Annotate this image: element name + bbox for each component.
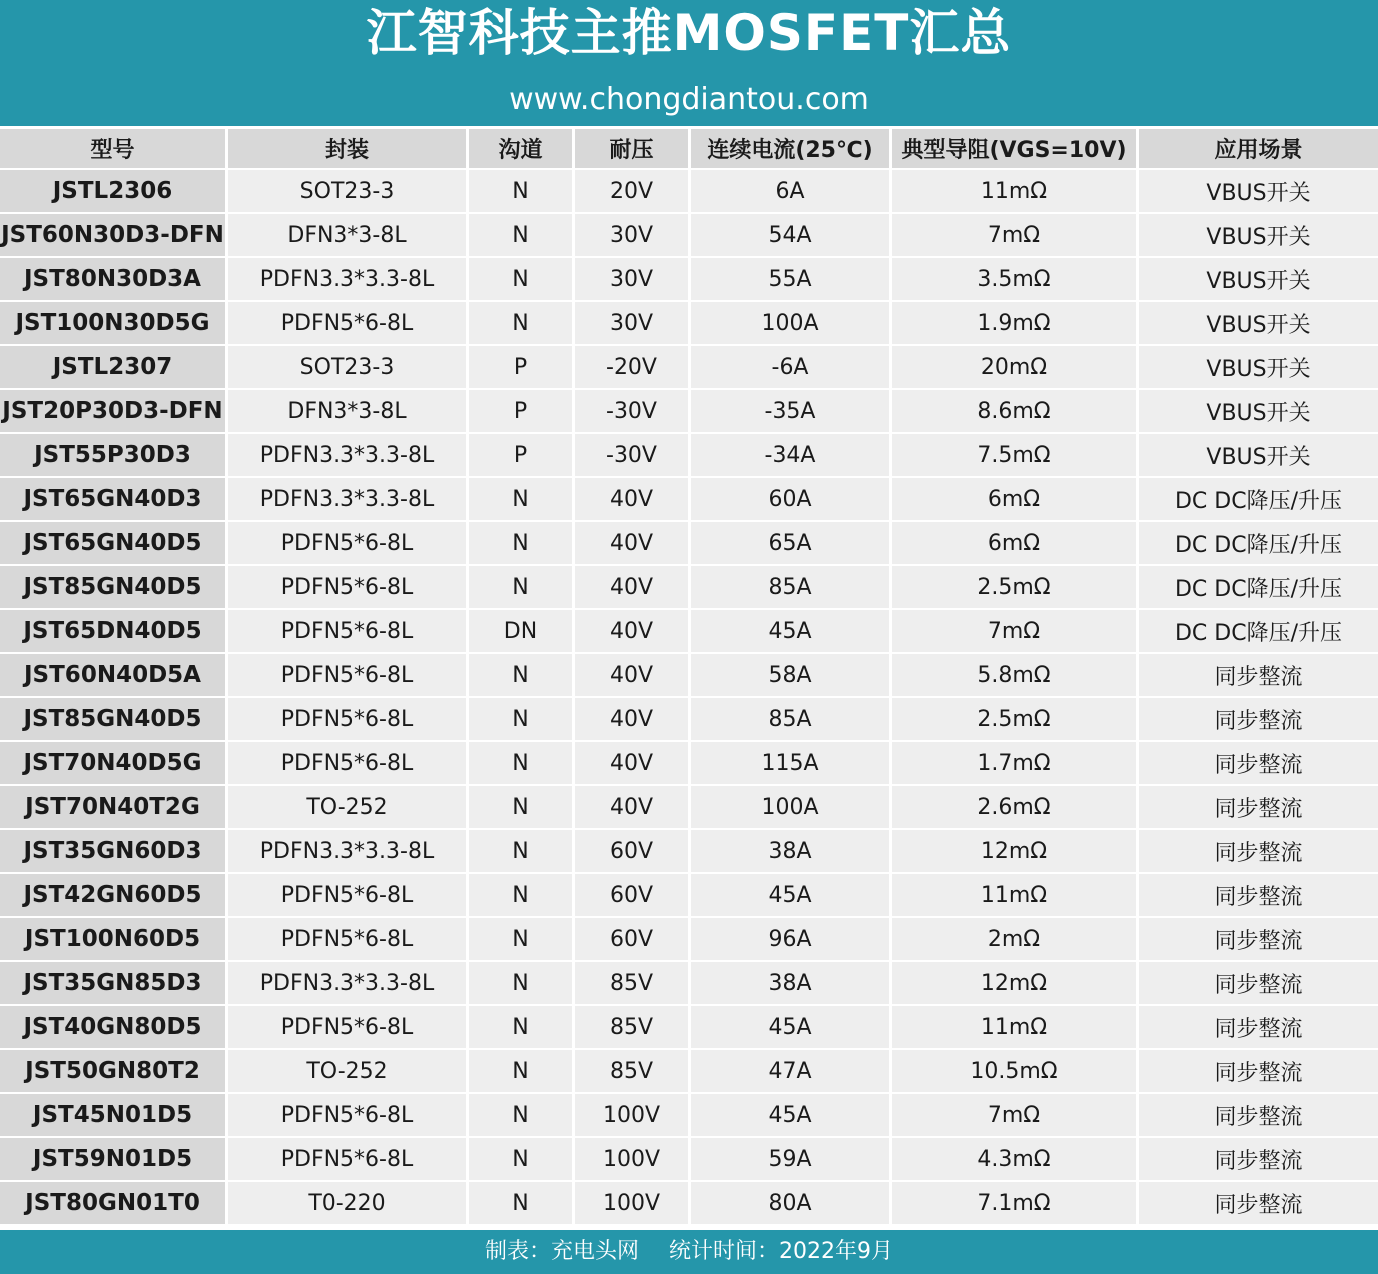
- voltage-cell: 85V: [575, 962, 691, 1006]
- current-cell: 45A: [691, 610, 892, 654]
- current-cell: -34A: [691, 434, 892, 478]
- resistance-cell: 12mΩ: [892, 962, 1139, 1006]
- channel-cell: N: [469, 1050, 575, 1094]
- application-cell: DC DC降压/升压: [1139, 610, 1378, 654]
- model-cell: JST85GN40D5: [0, 698, 228, 742]
- voltage-cell: -20V: [575, 346, 691, 390]
- header-banner: [0, 0, 1378, 126]
- table-row: [0, 830, 1378, 874]
- application-cell: VBUS开关: [1139, 346, 1378, 390]
- application-cell: 同步整流: [1139, 742, 1378, 786]
- application-cell: 同步整流: [1139, 1006, 1378, 1050]
- table-row: [0, 742, 1378, 786]
- current-cell: 38A: [691, 962, 892, 1006]
- application-cell: VBUS开关: [1139, 302, 1378, 346]
- channel-cell: P: [469, 346, 575, 390]
- package-cell: PDFN5*6-8L: [228, 522, 469, 566]
- voltage-cell: 40V: [575, 786, 691, 830]
- package-cell: PDFN5*6-8L: [228, 1094, 469, 1138]
- resistance-cell: 6mΩ: [892, 522, 1139, 566]
- voltage-cell: -30V: [575, 390, 691, 434]
- model-cell: JST42GN60D5: [0, 874, 228, 918]
- package-cell: DFN3*3-8L: [228, 390, 469, 434]
- application-cell: 同步整流: [1139, 654, 1378, 698]
- voltage-cell: 60V: [575, 830, 691, 874]
- model-cell: JSTL2307: [0, 346, 228, 390]
- package-cell: PDFN5*6-8L: [228, 654, 469, 698]
- table-row: [0, 654, 1378, 698]
- table-row: [0, 214, 1378, 258]
- current-cell: 38A: [691, 830, 892, 874]
- package-cell: DFN3*3-8L: [228, 214, 469, 258]
- channel-cell: N: [469, 654, 575, 698]
- table-row: [0, 874, 1378, 918]
- table-row: [0, 258, 1378, 302]
- current-cell: 45A: [691, 1006, 892, 1050]
- application-cell: 同步整流: [1139, 874, 1378, 918]
- package-cell: PDFN3.3*3.3-8L: [228, 962, 469, 1006]
- package-cell: PDFN5*6-8L: [228, 1138, 469, 1182]
- package-cell: TO-252: [228, 786, 469, 830]
- package-cell: PDFN5*6-8L: [228, 918, 469, 962]
- model-cell: JST65DN40D5: [0, 610, 228, 654]
- table-row: [0, 698, 1378, 742]
- model-cell: JSTL2306: [0, 170, 228, 214]
- model-cell: JST50GN80T2: [0, 1050, 228, 1094]
- channel-cell: P: [469, 434, 575, 478]
- package-cell: PDFN3.3*3.3-8L: [228, 434, 469, 478]
- voltage-cell: 20V: [575, 170, 691, 214]
- current-cell: 65A: [691, 522, 892, 566]
- resistance-cell: 5.8mΩ: [892, 654, 1139, 698]
- package-cell: PDFN3.3*3.3-8L: [228, 830, 469, 874]
- table-header-row: [0, 126, 1378, 170]
- application-cell: DC DC降压/升压: [1139, 566, 1378, 610]
- footer-date: 统计时间：2022年9月: [669, 1239, 893, 1264]
- table-row: [0, 1050, 1378, 1094]
- voltage-cell: 40V: [575, 478, 691, 522]
- voltage-cell: 40V: [575, 654, 691, 698]
- model-cell: JST45N01D5: [0, 1094, 228, 1138]
- model-cell: JST80GN01T0: [0, 1182, 228, 1226]
- model-cell: JST35GN60D3: [0, 830, 228, 874]
- voltage-cell: 30V: [575, 302, 691, 346]
- resistance-cell: 7mΩ: [892, 610, 1139, 654]
- current-cell: 80A: [691, 1182, 892, 1226]
- table-row: [0, 610, 1378, 654]
- voltage-cell: 40V: [575, 610, 691, 654]
- current-cell: 60A: [691, 478, 892, 522]
- current-cell: 55A: [691, 258, 892, 302]
- voltage-cell: 30V: [575, 258, 691, 302]
- column-header: 沟道: [469, 126, 575, 170]
- current-cell: 58A: [691, 654, 892, 698]
- package-cell: TO-252: [228, 1050, 469, 1094]
- package-cell: PDFN3.3*3.3-8L: [228, 258, 469, 302]
- resistance-cell: 8.6mΩ: [892, 390, 1139, 434]
- page-title: 江智科技主推MOSFET汇总: [366, 4, 1012, 62]
- voltage-cell: 40V: [575, 566, 691, 610]
- voltage-cell: 100V: [575, 1094, 691, 1138]
- voltage-cell: 40V: [575, 742, 691, 786]
- resistance-cell: 3.5mΩ: [892, 258, 1139, 302]
- footer-maker: 制表：充电头网: [484, 1239, 639, 1264]
- model-cell: JST65GN40D3: [0, 478, 228, 522]
- resistance-cell: 7.1mΩ: [892, 1182, 1139, 1226]
- resistance-cell: 1.7mΩ: [892, 742, 1139, 786]
- model-cell: JST100N60D5: [0, 918, 228, 962]
- table-body: [0, 170, 1378, 1226]
- resistance-cell: 7.5mΩ: [892, 434, 1139, 478]
- application-cell: VBUS开关: [1139, 170, 1378, 214]
- model-cell: JST70N40D5G: [0, 742, 228, 786]
- channel-cell: N: [469, 962, 575, 1006]
- channel-cell: N: [469, 566, 575, 610]
- current-cell: 59A: [691, 1138, 892, 1182]
- table-row: [0, 170, 1378, 214]
- voltage-cell: 30V: [575, 214, 691, 258]
- channel-cell: N: [469, 522, 575, 566]
- column-header: 应用场景: [1139, 126, 1378, 170]
- current-cell: 47A: [691, 1050, 892, 1094]
- application-cell: 同步整流: [1139, 786, 1378, 830]
- channel-cell: N: [469, 1182, 575, 1226]
- table-row: [0, 522, 1378, 566]
- column-header: 耐压: [575, 126, 691, 170]
- column-header: 典型导阻(VGS=10V): [892, 126, 1139, 170]
- channel-cell: N: [469, 830, 575, 874]
- package-cell: PDFN3.3*3.3-8L: [228, 478, 469, 522]
- resistance-cell: 4.3mΩ: [892, 1138, 1139, 1182]
- package-cell: PDFN5*6-8L: [228, 566, 469, 610]
- model-cell: JST35GN85D3: [0, 962, 228, 1006]
- current-cell: -35A: [691, 390, 892, 434]
- resistance-cell: 2mΩ: [892, 918, 1139, 962]
- voltage-cell: 100V: [575, 1138, 691, 1182]
- current-cell: 45A: [691, 1094, 892, 1138]
- channel-cell: N: [469, 258, 575, 302]
- resistance-cell: 11mΩ: [892, 170, 1139, 214]
- channel-cell: N: [469, 742, 575, 786]
- channel-cell: N: [469, 918, 575, 962]
- resistance-cell: 7mΩ: [892, 1094, 1139, 1138]
- application-cell: VBUS开关: [1139, 390, 1378, 434]
- model-cell: JST20P30D3-DFN: [0, 390, 228, 434]
- column-header: 型号: [0, 126, 228, 170]
- table-row: [0, 1138, 1378, 1182]
- resistance-cell: 20mΩ: [892, 346, 1139, 390]
- package-cell: PDFN5*6-8L: [228, 742, 469, 786]
- application-cell: 同步整流: [1139, 918, 1378, 962]
- resistance-cell: 11mΩ: [892, 1006, 1139, 1050]
- column-header: 封装: [228, 126, 469, 170]
- application-cell: 同步整流: [1139, 1050, 1378, 1094]
- current-cell: 6A: [691, 170, 892, 214]
- package-cell: PDFN5*6-8L: [228, 610, 469, 654]
- current-cell: 85A: [691, 698, 892, 742]
- resistance-cell: 7mΩ: [892, 214, 1139, 258]
- channel-cell: N: [469, 478, 575, 522]
- channel-cell: N: [469, 170, 575, 214]
- resistance-cell: 2.5mΩ: [892, 566, 1139, 610]
- channel-cell: N: [469, 214, 575, 258]
- channel-cell: P: [469, 390, 575, 434]
- model-cell: JST65GN40D5: [0, 522, 228, 566]
- channel-cell: N: [469, 786, 575, 830]
- resistance-cell: 1.9mΩ: [892, 302, 1139, 346]
- channel-cell: N: [469, 1138, 575, 1182]
- application-cell: VBUS开关: [1139, 258, 1378, 302]
- resistance-cell: 2.5mΩ: [892, 698, 1139, 742]
- current-cell: 54A: [691, 214, 892, 258]
- current-cell: -6A: [691, 346, 892, 390]
- table-row: [0, 478, 1378, 522]
- table-row: [0, 962, 1378, 1006]
- resistance-cell: 6mΩ: [892, 478, 1139, 522]
- voltage-cell: 40V: [575, 522, 691, 566]
- table-row: [0, 918, 1378, 962]
- package-cell: SOT23-3: [228, 170, 469, 214]
- table-row: [0, 390, 1378, 434]
- model-cell: JST59N01D5: [0, 1138, 228, 1182]
- site-url: www.chongdiantou.com: [509, 82, 869, 117]
- package-cell: SOT23-3: [228, 346, 469, 390]
- resistance-cell: 10.5mΩ: [892, 1050, 1139, 1094]
- model-cell: JST70N40T2G: [0, 786, 228, 830]
- column-header: 连续电流(25℃): [691, 126, 892, 170]
- package-cell: PDFN5*6-8L: [228, 1006, 469, 1050]
- application-cell: 同步整流: [1139, 962, 1378, 1006]
- table-row: [0, 302, 1378, 346]
- voltage-cell: 60V: [575, 918, 691, 962]
- channel-cell: N: [469, 302, 575, 346]
- channel-cell: N: [469, 874, 575, 918]
- resistance-cell: 11mΩ: [892, 874, 1139, 918]
- channel-cell: DN: [469, 610, 575, 654]
- table-row: [0, 566, 1378, 610]
- model-cell: JST40GN80D5: [0, 1006, 228, 1050]
- current-cell: 115A: [691, 742, 892, 786]
- table-row: [0, 1094, 1378, 1138]
- channel-cell: N: [469, 698, 575, 742]
- application-cell: 同步整流: [1139, 1182, 1378, 1226]
- resistance-cell: 12mΩ: [892, 830, 1139, 874]
- package-cell: PDFN5*6-8L: [228, 302, 469, 346]
- model-cell: JST55P30D3: [0, 434, 228, 478]
- voltage-cell: 100V: [575, 1182, 691, 1226]
- current-cell: 85A: [691, 566, 892, 610]
- table-row: [0, 434, 1378, 478]
- voltage-cell: 85V: [575, 1050, 691, 1094]
- model-cell: JST60N40D5A: [0, 654, 228, 698]
- application-cell: VBUS开关: [1139, 214, 1378, 258]
- application-cell: VBUS开关: [1139, 434, 1378, 478]
- table-row: [0, 346, 1378, 390]
- package-cell: T0-220: [228, 1182, 469, 1226]
- model-cell: JST100N30D5G: [0, 302, 228, 346]
- voltage-cell: 60V: [575, 874, 691, 918]
- resistance-cell: 2.6mΩ: [892, 786, 1139, 830]
- table-row: [0, 786, 1378, 830]
- voltage-cell: -30V: [575, 434, 691, 478]
- package-cell: PDFN5*6-8L: [228, 698, 469, 742]
- table-row: [0, 1006, 1378, 1050]
- model-cell: JST80N30D3A: [0, 258, 228, 302]
- application-cell: DC DC降压/升压: [1139, 522, 1378, 566]
- current-cell: 100A: [691, 786, 892, 830]
- channel-cell: N: [469, 1094, 575, 1138]
- current-cell: 45A: [691, 874, 892, 918]
- model-cell: JST60N30D3-DFN: [0, 214, 228, 258]
- application-cell: DC DC降压/升压: [1139, 478, 1378, 522]
- channel-cell: N: [469, 1006, 575, 1050]
- voltage-cell: 40V: [575, 698, 691, 742]
- current-cell: 100A: [691, 302, 892, 346]
- footer-bar: [0, 1230, 1378, 1274]
- mosfet-table: [0, 126, 1378, 1226]
- application-cell: 同步整流: [1139, 830, 1378, 874]
- application-cell: 同步整流: [1139, 1094, 1378, 1138]
- table-row: [0, 1182, 1378, 1226]
- package-cell: PDFN5*6-8L: [228, 874, 469, 918]
- application-cell: 同步整流: [1139, 698, 1378, 742]
- voltage-cell: 85V: [575, 1006, 691, 1050]
- application-cell: 同步整流: [1139, 1138, 1378, 1182]
- current-cell: 96A: [691, 918, 892, 962]
- model-cell: JST85GN40D5: [0, 566, 228, 610]
